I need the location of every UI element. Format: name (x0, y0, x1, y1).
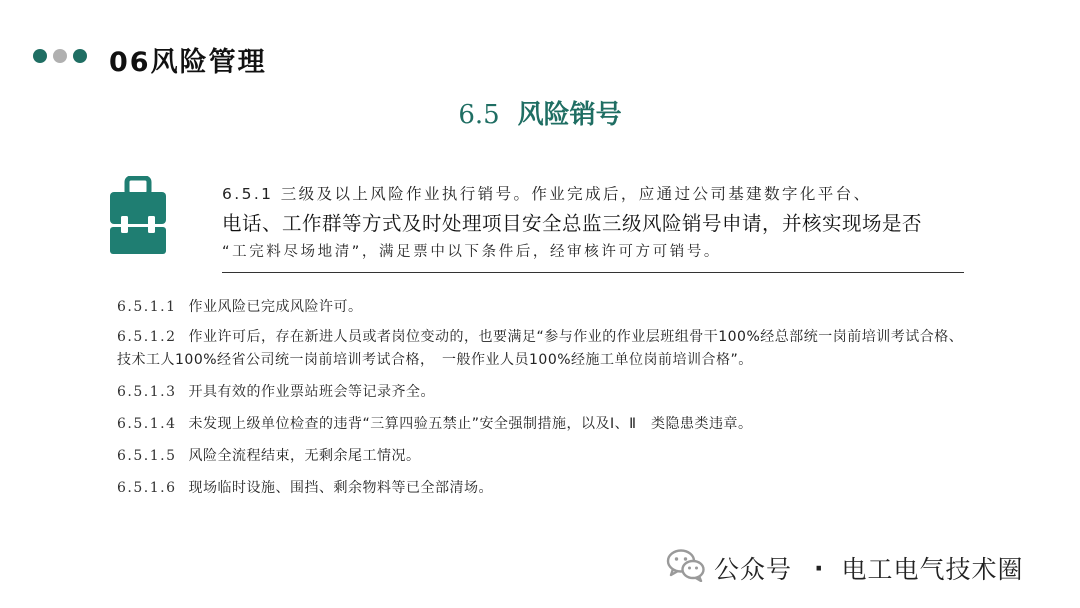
condition-number: 6.5.1.1 (117, 299, 177, 315)
condition-number: 6.5.1.6 (117, 480, 177, 496)
subsection-title (0, 94, 1080, 131)
condition-text: 风险全流程结束，无剩余尾工情况。 (188, 448, 421, 464)
condition-number: 6.5.1.4 (117, 416, 177, 432)
condition-text: 作业许可后，存在新进人员或者岗位变动的，也要满足“参与作业的作业层班组骨干100%经总部统一岗前培训考试合格、技术工人100%经省公司统一岗前培训考试合格， 一般作业人员100%经施工单位岗前培训合格”。 (117, 329, 964, 368)
intro-paragraph (222, 180, 972, 267)
dot-2 (53, 49, 67, 63)
section-title: 06风险管理 (109, 47, 267, 78)
condition-item (117, 296, 977, 319)
divider-line (222, 272, 964, 273)
condition-number: 6.5.1.5 (117, 448, 177, 464)
subsection-name: 风险销号 (517, 100, 622, 130)
intro-line-2: 电话、工作群等方式及时处理项目安全总监三级风险销号申请，并核实现场是否 (222, 212, 923, 235)
intro-line-3: “工完料尽场地清”，满足票中以下条件后，经审核许可方可销号。 (222, 244, 722, 260)
watermark-separator: · (814, 553, 824, 583)
condition-item (117, 326, 977, 372)
condition-item (117, 445, 977, 468)
wechat-icon (666, 548, 706, 588)
condition-text: 作业风险已完成风险许可。 (188, 299, 363, 315)
watermark-name: 电工电气技术圈 (841, 555, 1024, 584)
conditions-list (117, 296, 977, 509)
briefcase-icon (108, 176, 168, 260)
intro-line-1: 6.5.1 三级及以上风险作业执行销号。作业完成后，应通过公司基建数字化平台、 (222, 185, 872, 203)
condition-item (117, 381, 977, 404)
header-dots (33, 49, 87, 63)
condition-text: 未发现上级单位检查的违背“三算四验五禁止”安全强制措施，以及Ⅰ、Ⅱ 类隐患类违章。 (188, 416, 753, 432)
watermark (666, 548, 1024, 588)
watermark-label: 公众号 (714, 555, 793, 584)
condition-text: 开具有效的作业票站班会等记录齐全。 (188, 384, 435, 400)
subsection-number: 6.5 (458, 100, 500, 130)
condition-number: 6.5.1.2 (117, 329, 177, 345)
condition-text: 现场临时设施、围挡、剩余物料等已全部清场。 (188, 480, 493, 496)
condition-number: 6.5.1.3 (117, 384, 177, 400)
dot-3 (73, 49, 87, 63)
condition-item (117, 413, 977, 436)
condition-item (117, 477, 977, 500)
dot-1 (33, 49, 47, 63)
